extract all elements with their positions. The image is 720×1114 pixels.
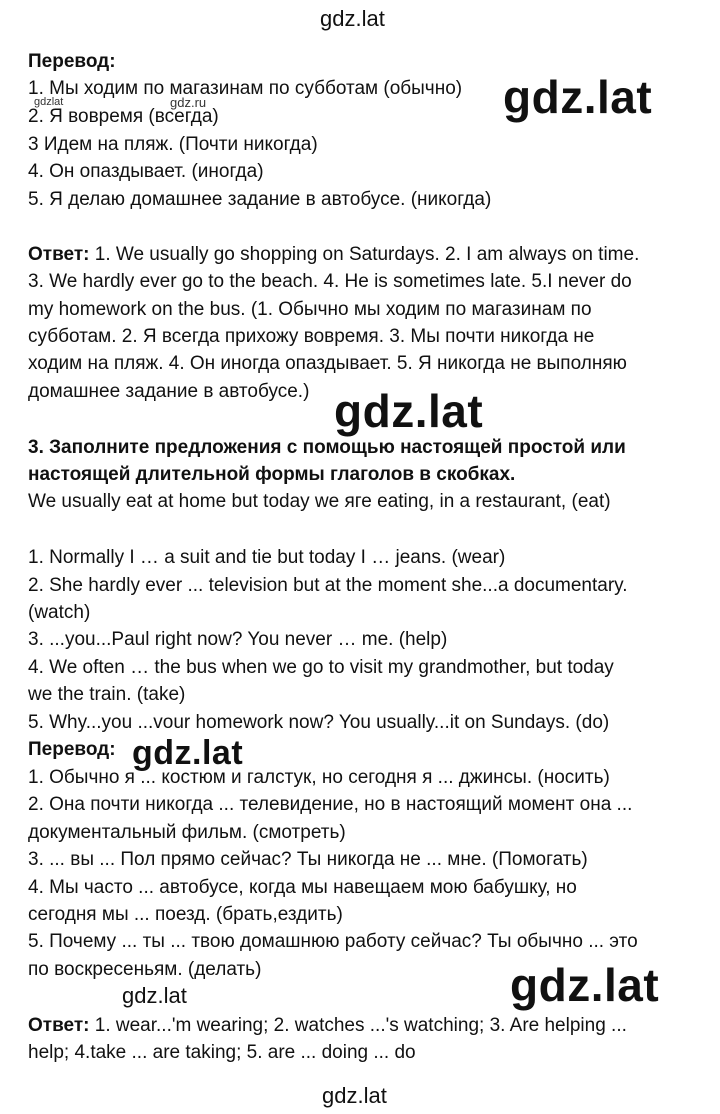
translation-line: 2. Она почти никогда ... телевидение, но в настоящий момент она ... bbox=[28, 794, 633, 815]
answer-label: Ответ: bbox=[28, 244, 90, 265]
task-item: 5. Why...you ...vour homework now? You usually...it on Sundays. (do) bbox=[28, 712, 610, 733]
task-example: We usually eat at home but today we яге eating, in a restaurant, (eat) bbox=[28, 491, 611, 512]
translation-line: 3 Идем на пляж. (Почти никогда) bbox=[28, 134, 318, 155]
answer-line: ходим на пляж. 4. Он иногда опаздывает. 5. Я никогда не выполняю bbox=[28, 353, 627, 374]
task-item: 4. We often … the bus when we go to visit my grandmother, but today bbox=[28, 657, 614, 678]
watermark-large: gdz.lat bbox=[503, 71, 653, 123]
translation-line: 2. Я вовремя (всегда) bbox=[28, 106, 219, 127]
answer-line bbox=[28, 1014, 627, 1038]
translation-line: 3. ... вы ... Пол прямо сейчас? Ты никогда не ... мне. (Помогать) bbox=[28, 849, 588, 870]
task-item: (watch) bbox=[28, 602, 91, 623]
translation-line: документальный фильм. (смотреть) bbox=[28, 822, 346, 843]
watermark-top: gdz.lat bbox=[320, 6, 385, 31]
task-title: 3. Заполните предложения с помощью настоящей простой или bbox=[28, 437, 626, 458]
answer-line: my homework on the bus. (1. Обычно мы ходим по магазинам по bbox=[28, 299, 592, 320]
task-item: we the train. (take) bbox=[28, 684, 186, 705]
watermark-large: gdz.lat bbox=[132, 734, 244, 772]
translation-line: по воскресеньям. (делать) bbox=[28, 959, 262, 980]
task-title: настоящей длительной формы глаголов в скобках. bbox=[28, 464, 516, 485]
answer-line: help; 4.take ... are taking; 5. are ... doing ... do bbox=[28, 1042, 416, 1063]
translation-line: сегодня мы ... поезд. (брать,ездить) bbox=[28, 904, 343, 925]
watermark-large: gdz.lat bbox=[334, 385, 484, 437]
watermark-medium: gdz.lat bbox=[122, 983, 187, 1008]
answer-line: субботам. 2. Я всегда прихожу вовремя. 3. Мы почти никогда не bbox=[28, 326, 595, 347]
answer-text: 1. We usually go shopping on Saturdays. 2. I am always on time. bbox=[89, 244, 640, 265]
answer-text: 1. wear...'m wearing; 2. watches ...'s watching; 3. Are helping ... bbox=[89, 1015, 627, 1036]
task-item: 3. ...you...Paul right now? You never … me. (help) bbox=[28, 629, 448, 650]
translation-line: 1. Мы ходим по магазинам по субботам (обычно) bbox=[28, 78, 463, 99]
answer-line: домашнее задание в автобусе.) bbox=[28, 381, 310, 402]
answer-label: Ответ: bbox=[28, 1015, 90, 1036]
task-item: 2. She hardly ever ... television but at the moment she...a documentary. bbox=[28, 575, 628, 596]
translation-line: 5. Я делаю домашнее задание в автобусе. (никогда) bbox=[28, 189, 492, 210]
watermark-small: gdz.ru bbox=[170, 95, 207, 110]
answer-line bbox=[28, 243, 639, 267]
watermark-small: gdzlat bbox=[34, 96, 64, 108]
translation-line: 4. Мы часто ... автобусе, когда мы навещаем мою бабушку, но bbox=[28, 877, 577, 898]
translation-heading-2: Перевод: bbox=[28, 739, 116, 760]
watermark-large: gdz.lat bbox=[510, 959, 660, 1011]
translation-line: 1. Обычно я ... костюм и галстук, но сегодня я ... джинсы. (носить) bbox=[28, 767, 610, 788]
translation-heading-1: Перевод: bbox=[28, 51, 116, 72]
translation-line: 4. Он опаздывает. (иногда) bbox=[28, 161, 264, 182]
answer-line: 3. We hardly ever go to the beach. 4. He is sometimes late. 5.I never do bbox=[28, 271, 632, 292]
task-item: 1. Normally I … a suit and tie but today I … jeans. (wear) bbox=[28, 547, 506, 568]
translation-line: 5. Почему ... ты ... твою домашнюю работу сейчас? Ты обычно ... это bbox=[28, 931, 638, 952]
watermark-bottom: gdz.lat bbox=[322, 1083, 387, 1108]
